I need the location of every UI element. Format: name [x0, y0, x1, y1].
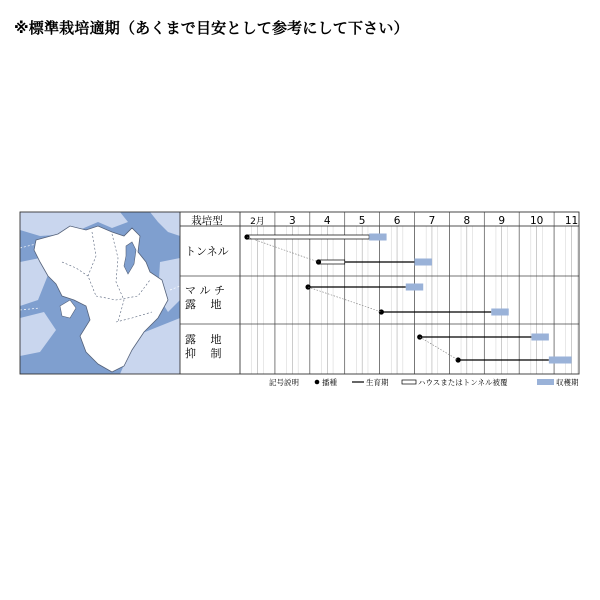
- month-label: 11: [564, 215, 579, 227]
- sowing-marker: [244, 234, 249, 239]
- legend: [269, 377, 579, 387]
- harvest-period: [406, 284, 423, 291]
- month-label: 7: [428, 215, 436, 227]
- harvest-period: [491, 309, 508, 316]
- region-map: [20, 212, 180, 374]
- month-label: 9: [498, 215, 506, 227]
- harvest-period: [369, 234, 386, 241]
- header-label: 栽培型: [191, 215, 223, 227]
- row-label: マ ル チ: [185, 284, 225, 297]
- harvest-period: [531, 334, 548, 341]
- harvest-period: [415, 259, 432, 266]
- month-label: 10: [529, 215, 544, 227]
- month-label: 6: [393, 215, 401, 227]
- month-label: 3: [289, 215, 296, 227]
- legend-covered-line: [402, 380, 416, 384]
- legend-title: 記号説明: [269, 378, 299, 387]
- legend-harvest: 収穫期: [556, 378, 579, 387]
- month-label: 4: [323, 215, 331, 227]
- legend-covered: ハウスまたはトンネル被覆: [418, 378, 508, 387]
- legend-sowing-marker: [315, 380, 320, 385]
- month-label: 2月: [250, 217, 265, 227]
- legend-growing: 生育期: [366, 378, 389, 387]
- covered-period: [319, 260, 345, 264]
- month-label: 8: [463, 215, 471, 227]
- row-label: 露 地: [185, 333, 222, 346]
- legend-sowing: 播種: [322, 378, 337, 387]
- page-title: ※標準栽培適期（あくまで目安として参考にして下さい）: [14, 19, 409, 37]
- covered-period: [247, 235, 369, 239]
- legend-harvest-box: [537, 379, 554, 385]
- row-label: トンネル: [185, 245, 229, 258]
- harvest-period: [549, 357, 572, 364]
- row-label: 抑 制: [185, 347, 222, 360]
- row-label: 露 地: [185, 298, 222, 311]
- month-label: 5: [358, 215, 366, 227]
